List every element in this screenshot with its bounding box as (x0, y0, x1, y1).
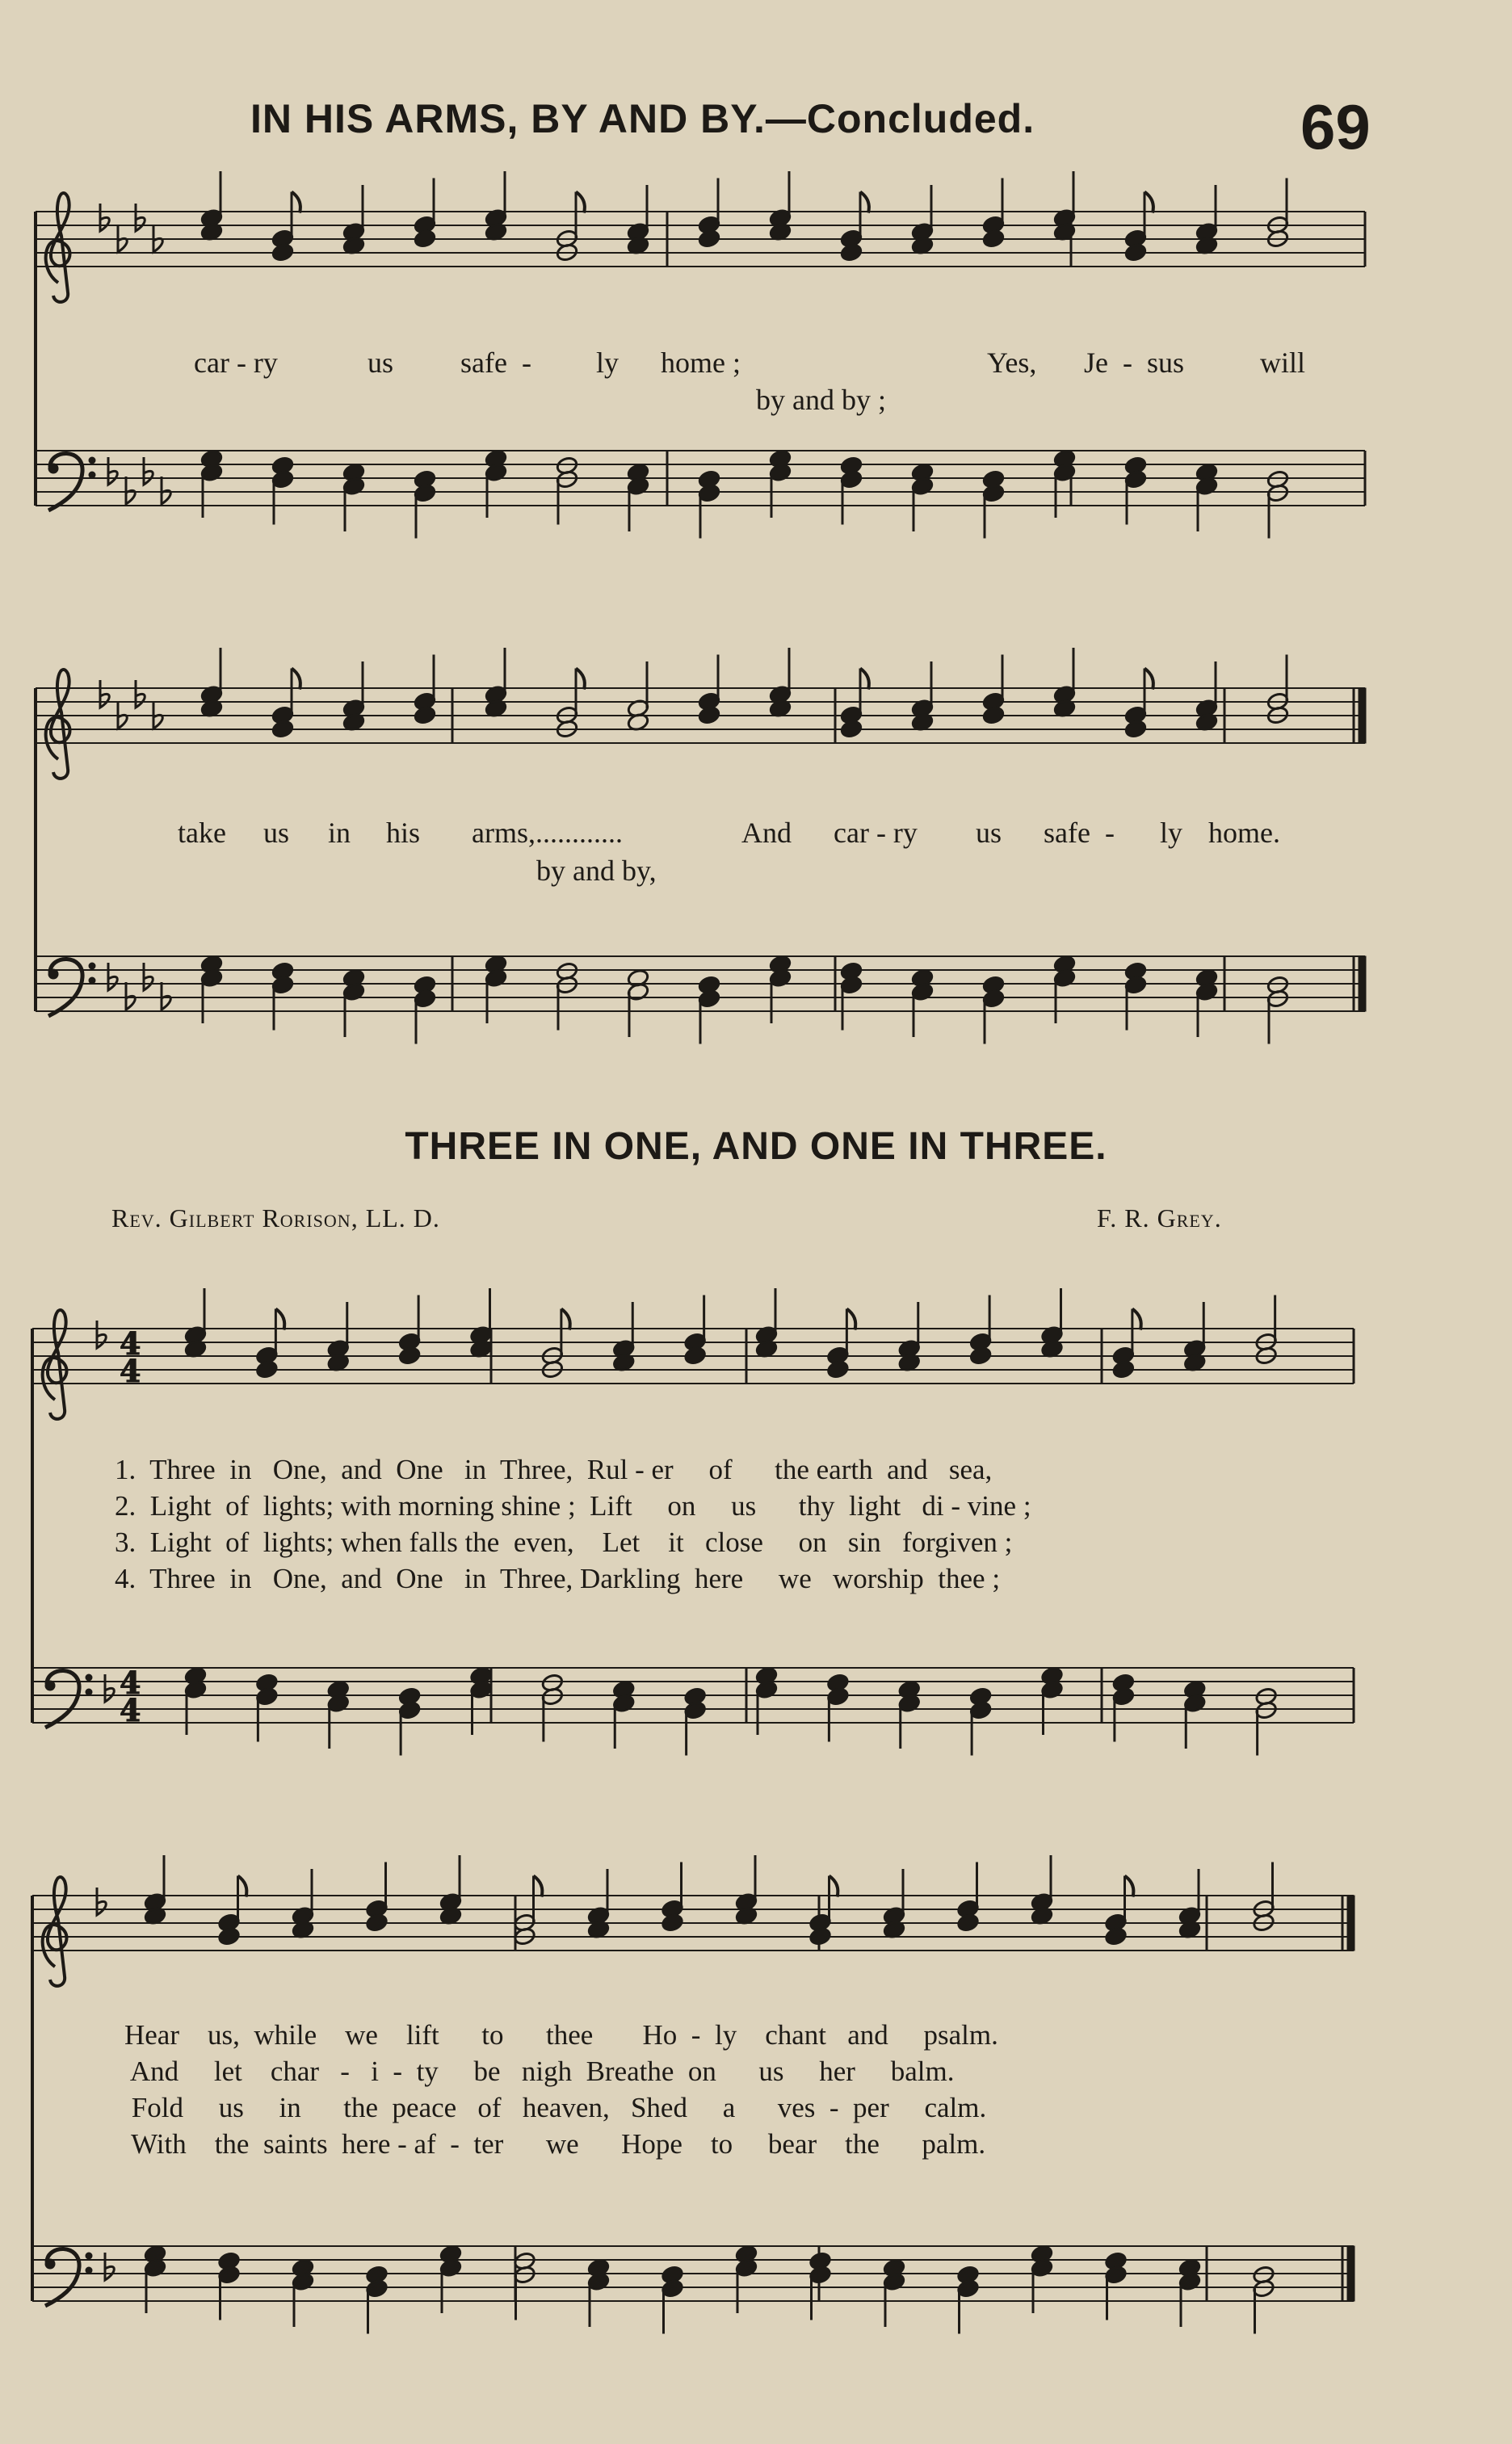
hymn-title: THREE IN ONE, AND ONE IN THREE. (405, 1125, 1107, 1168)
treble-note (840, 242, 863, 262)
system2-lyric-word: us (263, 817, 290, 849)
flat-sign-icon (162, 477, 170, 504)
refrain-line-4: With the saints here - af - ter we Hope to bear the palm. (124, 2128, 986, 2160)
treble-note (982, 229, 1005, 248)
treble-note (698, 705, 720, 724)
bass-clef-dot (86, 1674, 92, 1681)
treble-note (808, 1926, 831, 1946)
flat-sign-icon (162, 982, 170, 1010)
treble-clef-icon (43, 1877, 67, 1986)
system1-lyric-word: home ; (661, 346, 741, 379)
treble-clef-icon (43, 1310, 67, 1419)
flat-sign-icon (105, 2253, 114, 2280)
composer-credit: F. R. Grey. (1097, 1203, 1222, 1232)
note-flag (275, 1309, 284, 1330)
bass-clef-dot (86, 2267, 92, 2274)
system2-lyric-word: take (178, 817, 226, 849)
note-flag (576, 669, 585, 690)
flat-sign-icon (105, 1674, 114, 1702)
note-flag (1144, 192, 1153, 213)
note-flag (1132, 1309, 1141, 1330)
bass-clef-dot (89, 977, 95, 984)
system2-lyric-word: his (386, 817, 421, 849)
flat-sign-icon (144, 457, 153, 485)
flat-sign-icon (97, 1321, 106, 1348)
final-barline (1347, 1896, 1354, 1951)
system2-lyric-word: in (328, 817, 351, 849)
note-flag (576, 192, 585, 213)
note-flag (561, 1309, 570, 1330)
refrain-line-3: Fold us in the peace of heaven, Shed a ves - per calm. (124, 2092, 987, 2123)
page-number: 69 (1300, 91, 1371, 162)
flat-sign-icon (100, 680, 109, 708)
system1-lyric-word: will (1260, 346, 1306, 379)
final-barline (1359, 956, 1366, 1011)
system1-lyric-word: car - ry (194, 346, 278, 379)
bass-clef-icon (48, 959, 82, 1016)
running-title: IN HIS ARMS, BY AND BY.—Concluded. (250, 96, 1035, 141)
final-barline (1359, 688, 1366, 743)
treble-note (414, 705, 436, 724)
treble-note (661, 1913, 683, 1932)
author-credit: Rev. Gilbert Rorison, LL. D. (111, 1203, 440, 1232)
system2-lyric-word: car - ry (834, 817, 918, 849)
treble-note (1104, 1926, 1127, 1946)
treble-note (840, 719, 863, 738)
verse-3: 3. Light of lights; when falls the even, Let it close on sin forgiven ; (115, 1526, 1013, 1558)
flat-sign-icon (136, 204, 145, 231)
flat-sign-icon (126, 477, 135, 504)
flat-sign-icon (97, 1888, 106, 1915)
system1-lyric-word: us (368, 346, 394, 379)
flat-sign-icon (144, 963, 153, 990)
system2-lyric-word: us (976, 817, 1002, 849)
system1-lyric-line2: by and by ; (756, 384, 886, 416)
flat-sign-icon (126, 982, 135, 1010)
bass-clef-dot (45, 2259, 55, 2269)
time-signature: 4 (120, 1665, 141, 1701)
note-flag (1144, 669, 1153, 690)
treble-note (969, 1346, 992, 1365)
refrain-line-1: Hear us, while we lift to thee Ho - ly chant and psalm. (124, 2019, 998, 2051)
system1-lyric-word: ly (596, 346, 620, 379)
treble-clef-icon (46, 193, 70, 302)
verse-4: 4. Three in One, and One in Three, Darkling here we worship thee ; (115, 1563, 1001, 1594)
treble-note (956, 1913, 979, 1932)
flat-sign-icon (100, 204, 109, 231)
system1-lyric-word: Je - sus (1084, 346, 1184, 379)
verse-1: 1. Three in One, and One in Three, Rul - er of the earth and sea, (115, 1454, 993, 1485)
system2-lyric-word: safe - (1044, 817, 1115, 849)
verse-2: 2. Light of lights; with morning shine ; Lift on us thy light di - vine ; (115, 1490, 1031, 1522)
bass-clef-dot (86, 1689, 92, 1695)
time-signature: 4 (120, 1325, 141, 1362)
system1-lyric-word: Yes, (987, 346, 1037, 379)
flat-sign-icon (108, 963, 117, 990)
bass-clef-dot (89, 963, 95, 969)
bass-clef-icon (45, 2249, 79, 2306)
note-flag (860, 669, 869, 690)
note-flag (846, 1309, 855, 1330)
bass-clef-dot (89, 472, 95, 478)
note-flag (238, 1876, 247, 1897)
system2-lyric-word: ly (1160, 817, 1183, 849)
bass-clef-dot (45, 1681, 55, 1690)
note-flag (534, 1876, 543, 1897)
treble-note (1124, 242, 1147, 262)
treble-clef-icon (46, 670, 70, 779)
treble-note (271, 242, 294, 262)
flat-sign-icon (108, 457, 117, 485)
bass-clef-dot (48, 464, 58, 473)
bass-clef-dot (86, 2253, 92, 2259)
bass-clef-dot (48, 969, 58, 979)
treble-note (1112, 1359, 1135, 1379)
treble-note (398, 1346, 421, 1365)
system2-lyric-word: arms,............ (472, 817, 623, 849)
treble-note (698, 229, 720, 248)
refrain-line-2: And let char - i - ty be nigh Breathe on us her balm. (124, 2056, 955, 2087)
note-flag (830, 1876, 838, 1897)
flat-sign-icon (136, 680, 145, 708)
treble-note (414, 229, 436, 248)
note-flag (292, 669, 300, 690)
treble-note (826, 1359, 849, 1379)
treble-note (1124, 719, 1147, 738)
bass-clef-icon (45, 1670, 79, 1728)
note-flag (292, 192, 300, 213)
treble-note (255, 1359, 278, 1379)
bass-clef-icon (48, 453, 82, 510)
final-barline (1347, 2246, 1354, 2301)
system2-lyric-line2: by and by, (536, 855, 657, 887)
system1-lyric-word: safe - (460, 346, 531, 379)
treble-note (271, 719, 294, 738)
treble-note (365, 1913, 388, 1932)
treble-note (982, 705, 1005, 724)
system2-lyric-word: home. (1208, 817, 1280, 849)
note-flag (1125, 1876, 1134, 1897)
system2-lyric-word: And (741, 817, 792, 849)
treble-note (217, 1926, 240, 1946)
time-signature: 4 (120, 1692, 141, 1728)
bass-clef-dot (89, 457, 95, 464)
time-signature: 4 (120, 1353, 141, 1389)
note-flag (860, 192, 869, 213)
treble-note (683, 1346, 706, 1365)
